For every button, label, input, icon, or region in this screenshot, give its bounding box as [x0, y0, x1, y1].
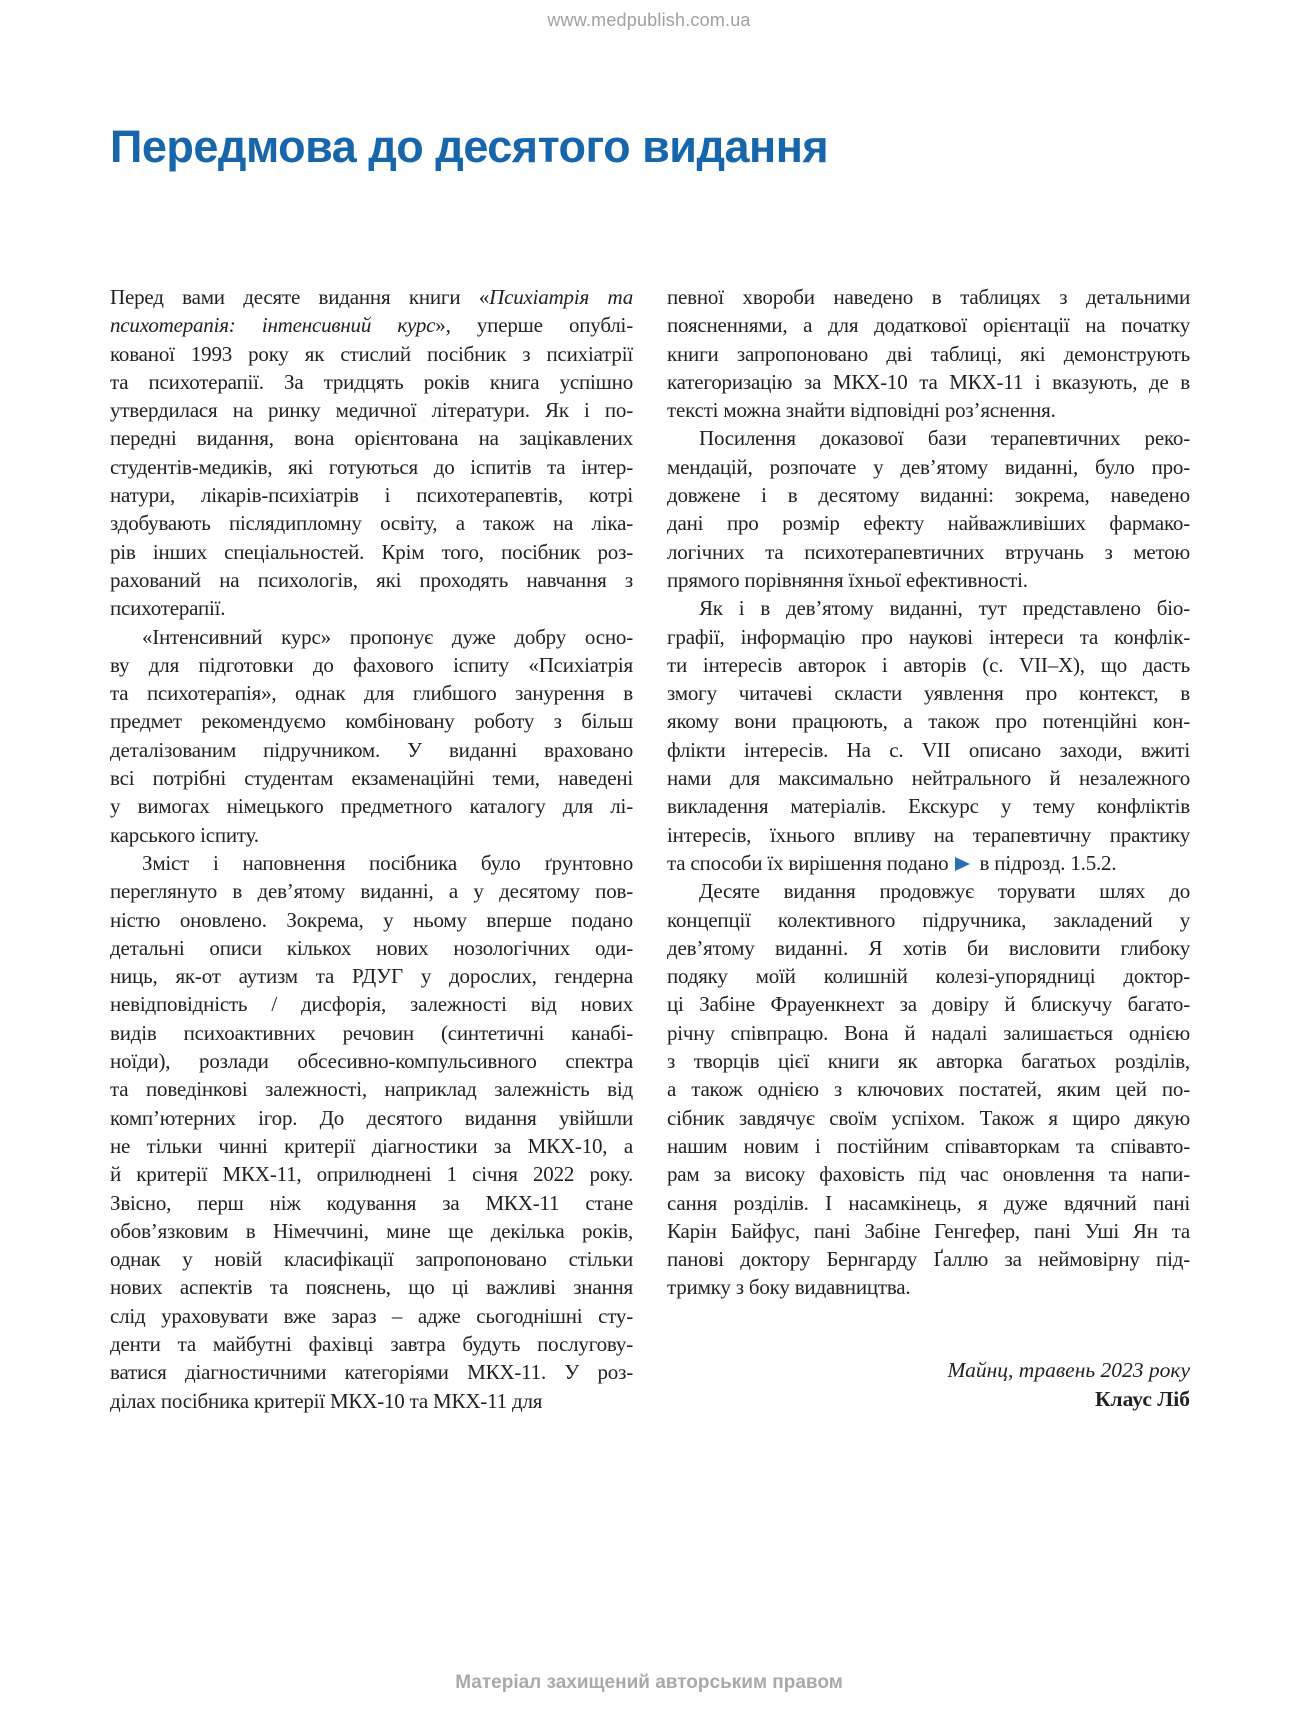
text-line: ниць, як-от аутизм та РДУГ у дорослих, гендерна: [110, 964, 633, 989]
text-line: слід ураховувати вже зараз – адже сьогоднішні сту-: [110, 1303, 633, 1328]
text-line: видів психоактивних речовин (синтетичні канабі-: [110, 1020, 633, 1045]
text-line: Посилення доказової бази терапевтичних реко-: [699, 426, 1190, 451]
text-line: психотерапії.: [110, 596, 226, 621]
text-line: кованої 1993 року як стислий посібник з психіатрії: [110, 341, 633, 366]
text-line: ватися діагностичними категоріями МКХ-11. У роз-: [110, 1360, 633, 1385]
right-column: [667, 283, 1190, 1415]
text-columns: [110, 283, 1190, 1415]
text-line: графії, інформацію про наукові інтереси та конфлік-: [667, 624, 1190, 649]
text-line: передні видання, вона орієнтована на зацікавлених: [110, 426, 633, 451]
text-line: а також однією з ключових постатей, яким цей по-: [667, 1077, 1190, 1102]
text-line: панові доктору Бернгарду Ґаллю за неймовірну під-: [667, 1247, 1190, 1272]
text-line: однак у новій класифікації запропоновано стільки: [110, 1247, 633, 1272]
text-line: довжене і в десятому виданні: зокрема, наведено: [667, 483, 1190, 508]
text-line: «Інтенсивний курс» пропонує дуже добру осно-: [142, 624, 633, 649]
text-line: психотерапія: інтенсивний курс», уперше опублі-: [110, 313, 633, 338]
text-line: ністю оновлено. Зокрема, у ньому вперше подано: [110, 907, 633, 932]
text-line: рахований на психологів, які проходять навчання з: [110, 567, 633, 592]
text-line: нами для максимально нейтрального й незалежного: [667, 766, 1190, 791]
text-line: Карін Байфус, пані Забіне Генгефер, пані Уші Ян та: [667, 1218, 1190, 1243]
signature-place-date: Майнц, травень 2023 року: [947, 1357, 1190, 1382]
text-line: утвердилася на ринку медичної літератури. Як і по-: [110, 398, 633, 423]
text-line: сібник завдячує своїм успіхом. Також я щиро дякую: [667, 1105, 1190, 1130]
text-line: та поведінкові залежності, наприклад залежність від: [110, 1077, 633, 1102]
text-line: якому вони працюють, а також про потенційні кон-: [667, 709, 1190, 734]
text-line: подяку моїй колишній колезі-упорядниці доктор-: [667, 964, 1190, 989]
text-line: поясненнями, а для додаткової орієнтації на початку: [667, 313, 1190, 338]
text-line: рів інших спеціальностей. Крім того, посібник роз-: [110, 539, 633, 564]
text-line: Звісно, перш ніж кодування за МКХ-11 стане: [110, 1190, 633, 1215]
text-line: логічних та психотерапевтичних втручань з метою: [667, 539, 1190, 564]
text-line: натури, лікарів-психіатрів і психотерапевтів, котрі: [110, 483, 633, 508]
text-line: концепції колективного підручника, закладений у: [667, 907, 1190, 932]
text-line: категоризацію за МКХ-10 та МКХ-11 і вказують, де в: [667, 369, 1190, 394]
text-line: Як і в дев’ятому виданні, тут представлено біо-: [699, 596, 1190, 621]
text-line: річну співпрацю. Вона й надалі залишається однією: [667, 1020, 1190, 1045]
text-line: комп’ютерних ігор. До десятого видання увійшли: [110, 1105, 633, 1130]
arrow-right-icon: [955, 857, 970, 871]
text-line: дев’ятому виданні. Я хотів би висловити глибоку: [667, 935, 1190, 960]
text-line: та способи їх вирішення подано в підрозд. 1.5.2.: [667, 850, 1117, 875]
text-line: певної хвороби наведено в таблицях з детальними: [667, 285, 1190, 309]
text-line: обов’язковим в Німеччині, мине ще декілька років,: [110, 1218, 633, 1243]
text-line: флікти інтересів. На с. VII описано заходи, вжиті: [667, 737, 1190, 762]
text-line: змогу читачеві скласти уявлення про контекст, в: [667, 681, 1190, 706]
text-line: дані про розмір ефекту найважливіших фармако-: [667, 511, 1190, 536]
text-line: та психотерапії. За тридцять років книга успішно: [110, 369, 633, 394]
text-line: й критерії МКХ-11, оприлюднені 1 січня 2022 року.: [110, 1162, 633, 1187]
copyright-notice: Матеріал захищений авторським правом: [455, 1672, 843, 1693]
text-line: невідповідність / дисфорія, залежності від нових: [110, 992, 633, 1017]
text-line: нових аспектів та пояснень, що ці важливі знання: [110, 1275, 633, 1300]
text-line: та психотерапія», однак для глибшого занурення в: [110, 681, 633, 706]
text-line: здобувають післядипломну освіту, а також на ліка-: [110, 511, 633, 536]
text-line: тексті можна знайти відповідні роз’яснення.: [667, 398, 1056, 423]
text-line: прямого порівняння їхньої ефективності.: [667, 567, 1028, 592]
text-line: мендацій, розпочате у дев’ятому виданні, було про-: [667, 454, 1190, 479]
text-line: інтересів, їхнього впливу на терапевтичну практику: [667, 822, 1190, 847]
signature-block: [667, 1356, 1190, 1414]
text-line: книги запропоновано дві таблиці, які демонструють: [667, 341, 1190, 366]
text-line: детальні описи кількох нових нозологічних оди-: [110, 935, 633, 960]
text-line: студентів-медиків, які готуються до іспитів та інтер-: [110, 454, 633, 479]
text-line: не тільки чинні критерії діагностики за МКХ-10, а: [110, 1133, 633, 1158]
text-line: предмет рекомендуємо комбіновану роботу з більш: [110, 709, 633, 734]
text-line: ділах посібника критерії МКХ-10 та МКХ-11 для: [110, 1388, 543, 1413]
text-line: нашим новим і постійним співавторкам та співавто-: [667, 1133, 1190, 1158]
text-line: сання розділів. І насамкінець, я дуже вдячний пані: [667, 1190, 1190, 1215]
text-line: тримку з боку видавництва.: [667, 1275, 911, 1300]
text-line: переглянуто в дев’ятому виданні, а у десятому пов-: [110, 879, 633, 904]
text-line: ноїди), розлади обсесивно-компульсивного спектра: [110, 1049, 633, 1074]
page-title: Передмова до десятого видання: [110, 121, 829, 172]
text-line: денти та майбутні фахівці завтра будуть послугову-: [110, 1331, 633, 1356]
site-url: www.medpublish.com.ua: [547, 10, 751, 30]
text-line: Перед вами десяте видання книги «Психіатрія та: [110, 285, 633, 309]
text-line: деталізованим підручником. У виданні враховано: [110, 737, 633, 762]
text-line: Десяте видання продовжує торувати шлях до: [699, 879, 1190, 904]
signature-name: Клаус Ліб: [1094, 1386, 1190, 1411]
text-line: Зміст і наповнення посібника було ґрунтовно: [142, 850, 633, 875]
text-line: ці Забіне Фрауенкнехт за довіру й блискучу багато-: [667, 992, 1190, 1017]
text-line: викладення матеріалів. Екскурс у тему конфліктів: [667, 794, 1190, 819]
text-line: рам за високу фаховість під час оновлення та напи-: [667, 1162, 1190, 1187]
text-line: карського іспиту.: [110, 822, 259, 847]
text-line: з творців цієї книги як авторка багатьох розділів,: [667, 1049, 1190, 1074]
text-line: ву для підготовки до фахового іспиту «Психіатрія: [110, 652, 633, 677]
text-line: у вимогах німецького предметного каталогу для лі-: [110, 794, 633, 819]
text-line: всі потрібні студентам екзаменаційні теми, наведені: [110, 766, 633, 791]
text-line: ти інтересів авторок і авторів (с. VII–X), що дасть: [667, 652, 1190, 677]
left-column: [110, 283, 633, 1415]
